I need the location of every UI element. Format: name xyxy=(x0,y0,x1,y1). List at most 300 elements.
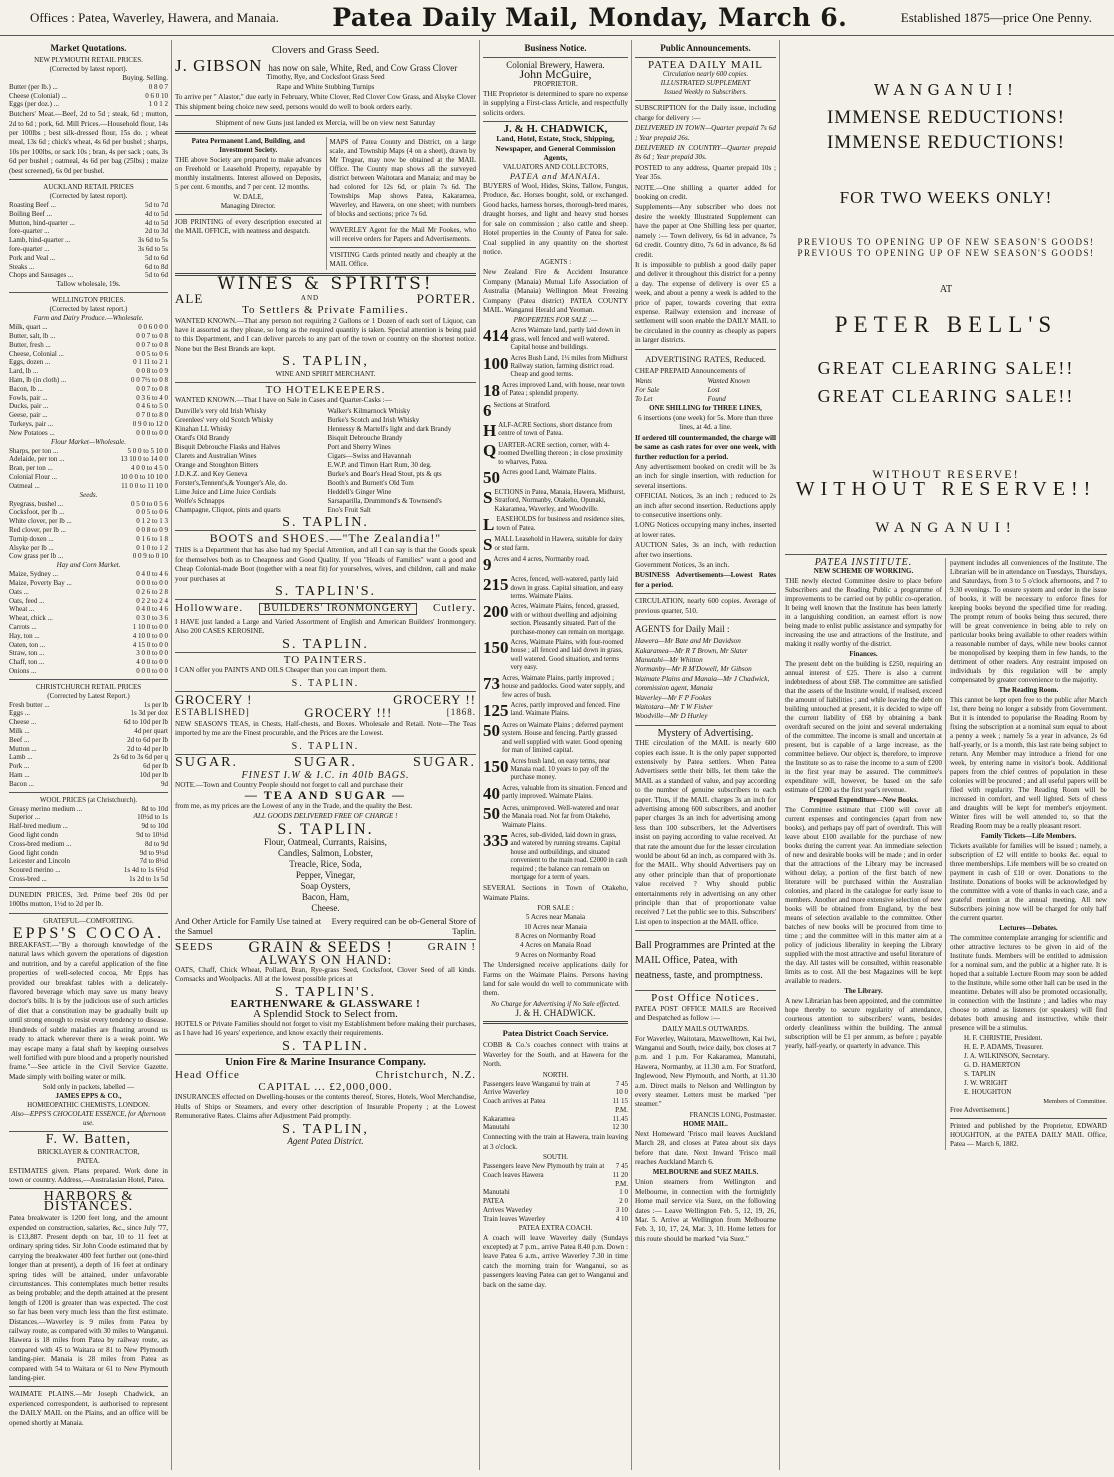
free-adv: Free Advertisement.] xyxy=(950,1105,1010,1114)
price-row: Oats ... 0 2 6 to 2 8 xyxy=(9,587,168,596)
price-row: Sharps, per ton ... 5 0 0 to 5 10 0 xyxy=(9,446,168,455)
painters-heading: TO PAINTERS. xyxy=(283,653,368,666)
property-item xyxy=(483,785,628,803)
circ: Circulation nearly 600 copies. xyxy=(662,70,749,79)
price-row: Pork and Veal ... 5d to 6d xyxy=(9,253,168,262)
property-number: 40 xyxy=(483,783,500,803)
grocery-item: Flour, Oatmeal, Currants, Raisins, xyxy=(264,837,387,848)
price-row: Milk ... 4d per quart xyxy=(9,727,168,736)
price-row: fore-quarter ... 3s 6d to 5s xyxy=(9,245,168,254)
property-desc: ALF-ACRE Sections, short distance from centre of town of Patea. xyxy=(498,421,613,438)
price-row: Leicester and Lincoln 7d to 8½d xyxy=(9,857,168,866)
price-row: Chops and Sausages ... 5d to 6d xyxy=(9,271,168,280)
agent-item: Kakaramea—Mr R T Brown, Mr Slater xyxy=(635,646,748,655)
property-item xyxy=(483,603,628,637)
divider xyxy=(9,1386,168,1387)
ironmongery-row: Hollowware. BUILDERS' IRONMONGERY Cutlery. xyxy=(175,602,476,615)
divider xyxy=(175,599,476,600)
property-item xyxy=(483,327,628,352)
liquor-item: E.W.P. and Timon Hart Rum, 30 deg. xyxy=(327,460,432,469)
gibson-lines xyxy=(175,73,476,92)
farm-heading: Farm and Dairy Produce.—Wholesale. xyxy=(33,314,144,323)
established-line: Established 1875—price One Penny. xyxy=(900,9,1092,25)
property-item xyxy=(483,576,628,601)
price-row: Passengers leave Wanganui by train at 7 45 xyxy=(483,1079,628,1088)
dunedin: DUNEDIN PRICES, 3rd. Prime beef 20s 0d per 100lbs mutton, 1½d to 2d per lb. xyxy=(9,890,168,909)
property-number: 200 xyxy=(483,602,509,622)
column-5 xyxy=(782,40,1110,1470)
taplin-name: S. TAPLIN, xyxy=(282,1121,369,1137)
divider xyxy=(635,619,776,620)
grain-row: SEEDS GRAIN & SEEDS ! GRAIN ! xyxy=(175,939,476,957)
property-item xyxy=(483,489,628,514)
coach-rows xyxy=(483,1080,628,1133)
flour-list xyxy=(175,837,476,914)
property-item xyxy=(483,516,628,534)
divider xyxy=(175,131,476,134)
grocery-item: Bacon, Ham, xyxy=(301,892,350,903)
forsale-item: 4 Acres on Manaia Road xyxy=(519,941,592,950)
property-item xyxy=(483,355,628,380)
hay-heading: Hay and Corn Market. xyxy=(56,561,121,570)
official: OFFICIAL Notices, 3s an inch ; reduced to 2s an inch after second insertion. Reductions apply to consecutive insertions only. xyxy=(635,492,776,520)
property-number: 50 xyxy=(483,803,500,823)
note-text: NOTE.—Town and Country People should not forget to call and purchase their xyxy=(175,781,404,790)
property-number: 9 xyxy=(483,555,492,575)
market-heading: Market Quotations. xyxy=(50,43,127,53)
pdm-title: PATEA DAILY MAIL xyxy=(648,59,763,71)
price-row: Fowls, pair ... 0 3 6 to 4 0 xyxy=(9,393,168,402)
liquor-item: Bisquit Debrouche Brandy xyxy=(327,433,403,442)
property-item xyxy=(483,442,628,467)
post-text: PATEA POST OFFICE MAILS are Received and Despatched as follow :— xyxy=(635,1004,776,1023)
imposs-text: It is impossible to publish a good daily paper and deliver it throughout this district for a penny a day. The expense of delivery is over £5 a week, and about a penny a week is added to the price of paper, towards covering that extra expense. Railway extension and increase of settlement will soon enable the DAILY MAIL to be circulated in the country as cheaply as papers in larger districts. xyxy=(635,260,776,345)
capital: CAPITAL ... £2,000,000. xyxy=(258,1080,393,1093)
committee-member: J. W. WRIGHT xyxy=(964,1078,1008,1087)
price-row: Alsyke per lb ... 0 1 0 to 1 2 xyxy=(9,543,168,552)
shilling: ONE SHILLING for THREE LINES, xyxy=(649,403,762,412)
np-sub: (Corrected by latest report). xyxy=(49,65,128,73)
price-row: Train leaves Waverley 4 10 xyxy=(483,1214,628,1223)
liquor-item: Lime Juice and Lime Juice Cordials xyxy=(175,487,276,496)
brewery-text: THE Proprietor is determined to spare no expense in supplying a First-class Article, and respectfully solicits orders. xyxy=(483,89,628,117)
grocery-item: Cheese. xyxy=(311,903,340,914)
price-row: Good light condn 9d to 9½d xyxy=(9,848,168,857)
batten-sub: BRICKLAYER & CONTRACTOR, xyxy=(37,1147,140,1156)
suez-heading: MELBOURNE and SUEZ MAILS. xyxy=(652,1168,759,1177)
divider xyxy=(635,990,776,991)
divider xyxy=(330,247,477,248)
newspaper-title: Patea Daily Mail, Monday, March 6. xyxy=(332,3,848,32)
printed-by: Printed and published by the Proprietor, EDWARD HOUGHTON, at the PATEA DAILY MAIL Office, Patea — March 6, 1882. xyxy=(950,1121,1107,1148)
several-sections: SEVERAL Sections in Town of Otakeho, Waimate Plains. xyxy=(483,884,628,902)
iron-text: I HAVE just landed a Large and Varied Assortment of English and American Builders' Ironmongery. Also 200 CASES KEROSINE. xyxy=(175,617,476,636)
property-item xyxy=(483,722,628,756)
price-row: Eggs ... 1s 3d per doz xyxy=(9,709,168,718)
agent-patea: Agent Patea District. xyxy=(287,1135,364,1146)
price-row: Ducks, pair ... 0 4 6 to 5 0 xyxy=(9,402,168,411)
epps-sold: Sold only in packets, labelled — xyxy=(42,1083,135,1092)
institute-heading: PATEA INSTITUTE. xyxy=(814,556,913,568)
column-4 xyxy=(632,40,780,1470)
property-desc: Acres improved Land, with house, near town of Patea ; splendid property. xyxy=(502,381,625,398)
price-row: Chaff, ton ... 4 0 0 to 0 0 xyxy=(9,658,168,667)
property-desc: Acres bush land, on easy terms, near Manaia road. 10 years to pay off the purchase money. xyxy=(510,757,611,782)
undersigned: The Undersigned receive applications daily for Farms on the Waimate Plains. Persons having land for sale would do well to communicate with them. xyxy=(483,961,628,998)
settlers-line: To Settlers & Private Families. xyxy=(242,304,409,317)
taplins-name: S. TAPLIN'S. xyxy=(275,583,376,599)
np-text: Butchers' Meat.—Beef, 2d to 5d ; steak, 6d ; mutton, 2d to 6d ; pork, 6d. Mill Prices.—Household flour, 14s per 100lbs ; best silk-dressed flour, 15s do. ; wheat meal, 13s 6d ; chick's wheat, 4s 6d per bushel ; sharps, 10s per 100lbs, or sack 10s ; bran, 4s per sack ; oats, 3s 6d per bushel ; oatmeal, 4s 6d per bag (25lbs) ; maize (best screened), 6s 0d per bushel. xyxy=(9,110,168,175)
divider xyxy=(785,554,1107,555)
ball-programmes: Ball Programmes are Printed at the MAIL Office, Patea, with neatness, taste, and promptness. xyxy=(635,940,776,982)
liquor-item: Dunville's very old Irish Whisky xyxy=(175,406,267,415)
post2-text: For Waverley, Waitotara, Maxwelltown, Kai Iwi, Wanganui and South, twice daily, box closes at 7 p.m. and 1 p.m. For Kakaramea, Manutahi, Hawera, Normanby, at 11.30 a.m. For Stratford, Inglewood, New Plymouth, and North, at 11.30 a.m. Direct mails to Nelson and Wellington by every steamer. Letters must be marked "per steamer." xyxy=(635,1034,776,1109)
price-row: Milk, quart ... 0 0 6 0 0 0 xyxy=(9,323,168,332)
clovers-heading: Clovers and Grass Seed. xyxy=(271,44,380,56)
tea-sugar: — TEA AND SUGAR — xyxy=(244,788,407,803)
liquor-item: Orange and Stoughton Bitters xyxy=(175,460,259,469)
lectures-text: The committee contemplate arranging for scientific and other attractive lectures to be given in aid of the Institute funds. Members will be entitled to admission for a nominal sum, and the public at a higher rate. It is hoped that a suitable Lecture Room may soon be added to the Institute, while some other hall can be used in the meantime. Debates will also be promoted occasionally, in connection with the Institute ; and ladies who may choose to attend as listeners (or speakers) will find debates both amusing and instructive, while their presence will be a stimulus. xyxy=(950,933,1107,1032)
divider xyxy=(9,179,168,180)
maps-text: MAPS of Patea County and District, on a large scale, and Township Maps (4 on a sheet), drawn by Mr Tregear, may now be obtained at the MAIL Office. The County map shows all the surveyed district between Waitotara and Manaia; and may be had colored for 12s 6d, or plain 7s 6d. The Townships Map shows Patea, Kakaramea, Waverley, and Hawera, on one sheet; with numbers of blocks and sections; price 7s 6d. xyxy=(329,138,476,219)
price-row: Eggs, dozen ... 0 1 11 to 2 1 xyxy=(9,358,168,367)
divider xyxy=(330,222,477,223)
liquor-item: Port and Sherry Wines xyxy=(327,442,391,451)
properties-heading: PROPERTIES FOR SALE :— xyxy=(513,316,598,325)
property-item xyxy=(483,758,628,783)
great-clearing-1: GREAT CLEARING SALE!! xyxy=(817,357,1075,378)
price-row: Lamb, hind-quarter ... 3s 6d to 5s xyxy=(9,236,168,245)
property-desc: Acres Waimate land, partly laid down in grass, well fenced and well watered. Capital house and buildings. xyxy=(510,327,621,352)
property-desc: Acres, valuable from its situation. Fenced and partly improved. Waimate Plains. xyxy=(502,784,627,801)
members-of: Members of Committee. xyxy=(1043,1097,1107,1105)
price-row: Fresh butter ... 1s per lb xyxy=(9,700,168,709)
suez-text: Union steamers from Wellington and Melbourne, in connection with the fortnightly Home mail service via Suez, on the following dates :— Leave Wellington Feb. 5, 12, 19, 26, Mar. 5. Arrive at Wellington from Melbourne Feb. 3, 10, 17, 24, Mar. 3, 10. Home letters for this route should be marked "via Suez." xyxy=(635,1178,776,1243)
forsale-item: 9 Acres on Normanby Road xyxy=(515,950,596,959)
liquor-item: Cigars—Swiss and Havannah xyxy=(327,451,412,460)
grateful: GRATEFUL—COMFORTING. xyxy=(43,916,134,925)
price-row: Butter (per lb.) ... 0 8 0 7 xyxy=(9,82,168,91)
taplin-name: S. TAPLIN. xyxy=(291,677,360,689)
chch-heading: CHRISTCHURCH RETAIL PRICES xyxy=(35,682,142,691)
mystery-text: THE circulation of the MAIL is nearly 600 copies each issue. It is the only paper supported extensively by Patea settlers. When Patea Advertisers settle their bills, let them take the MAIL as a standard of value, and pay according to the number of genuine subscribers to each paper. Thus, if the MAIL charges 3s an inch for advertising among 600 subscribers, and another paper charges 3s an inch for advertising among less than 100 subscribers, let the Advertisers insist on paying according to value received. At that rate the amount due for the lesser circulation would be about 6d an inch, as compared with 3s. for the MAIL. Why should Advertisers pay on any other principle than that of proportionate value received ? Why should public entertainments rely in advertising on any other principle than that of proportionate value received ? Let the public see to this. Subscribers' List open to inspection at the MAIL office. xyxy=(635,739,776,926)
property-item xyxy=(483,556,628,574)
home-heading: HOME MAIL. xyxy=(683,1119,728,1128)
connecting: Connecting with the train at Hawera, train leaving at 3 o'clock. xyxy=(483,1133,628,1151)
wool-rows xyxy=(9,805,168,884)
property-number: 73 xyxy=(483,673,500,693)
price-row: Good light condn 9d to 10½d xyxy=(9,831,168,840)
south: SOUTH. xyxy=(542,1153,569,1162)
splendid-stock: A Splendid Stock to Select from. xyxy=(253,1007,398,1020)
epps-title: EPPS'S COCOA. xyxy=(12,924,165,942)
previous-2: PREVIOUS TO OPENING UP OF NEW SEASON'S GOODS! xyxy=(797,247,1095,258)
property-number: S xyxy=(483,488,493,507)
committee-member: S. TAPLIN xyxy=(964,1069,996,1078)
np-cols: Buying. Selling. xyxy=(122,74,168,82)
price-row: Cheese, Colonial ... 0 0 5 to 0 6 xyxy=(9,349,168,358)
price-row: Cheese (Colonial) ... 0 6 0 10 xyxy=(9,91,168,100)
price-row: Bacon, lb ... 0 0 7 to 0 8 xyxy=(9,384,168,393)
price-row: Bran, per ton ... 4 0 0 to 4 5 0 xyxy=(9,464,168,473)
forsale-list xyxy=(483,913,628,960)
price-row: Cross-bred medium ... 8d to 9d xyxy=(9,839,168,848)
property-item xyxy=(483,536,628,554)
society-sig2: Managing Director. xyxy=(220,202,276,211)
divider xyxy=(9,792,168,793)
property-number: 125 xyxy=(483,700,509,720)
property-number: 100 xyxy=(483,353,509,373)
cheap-left xyxy=(635,377,704,404)
property-desc: Acres good Land, Waimate Plains. xyxy=(502,469,597,476)
gibson-line: Timothy, Rye, and Cocksfoot Grass Seed xyxy=(266,73,385,82)
property-desc: Acres on Waimate Plains ; deferred payment system. House and fencing. Partly grassed and well supplied with water. Good opening for man of limited capital. xyxy=(502,721,624,755)
ale-porter-row: ALE AND PORTER. xyxy=(175,290,476,306)
np-heading: NEW PLYMOUTH RETAIL PRICES. xyxy=(34,56,143,64)
buyers-text: BUYERS of Wool, Hides, Skins, Tallow, Fungus, Produce, &c. Horses bought, sold, or exchanged. Good hacks, harness horses, thorough-bred mares, draught horses, and light and heavy stud horses for sale on commission ; also cattle and sheep. Hotel properties in the County of Patea for sale. Coal supplied in any quantity on the shortest notice. xyxy=(483,182,628,256)
wanted-known-1: WANTED KNOWN.—That any person not requiring 2 Gallons or 1 Dozen of each sort of Liquor, can have it assorted as they please, so long as the required quantity is taken. Special attention is being paid to this Department, and I can deliver parcels to any part of the town or country on the shortest notice. None but the Best Brands are kept. xyxy=(175,316,476,353)
agent-item: Manutahi—Mr Whitton xyxy=(635,655,703,664)
wanted-known-2: WANTED KNOWN.—That I have on Sale in Cases and Quarter-Casks :— xyxy=(175,396,392,405)
property-number: 150 xyxy=(483,638,509,658)
inst-text: THE newly elected Committee desire to place before Subscribers and the Reading Public a programme of improvements to be carried out by public co-operation. It being well known that the Institute has been latterly in a languishing condition, an earnest effort is now being made to enlist public assistance and sympathy for increasing the use and attractions of the Institute, and making it really worthy of the district. xyxy=(785,576,942,648)
divider xyxy=(9,913,168,914)
price-row: Ham, lb (in cloth) ... 0 0 7½ to 0 8 xyxy=(9,375,168,384)
business-adv: BUSINESS Advertisements—Lowest Rates for a period. xyxy=(635,571,776,589)
grocery-item: Pepper, Vinegar, xyxy=(295,870,356,881)
coach-heading: Patea District Coach Service. xyxy=(502,1028,609,1039)
price-row: Cocksfoot, per lb ... 0 0 5 to 0 6 xyxy=(9,508,168,517)
ordered: If ordered till countermanded, the charge will be same as cash rates for over one week, with further reduction for a period. xyxy=(635,433,776,461)
price-row: Steaks ... 6d to 8d xyxy=(9,262,168,271)
liquor-item: Wolfe's Schnapps xyxy=(175,496,225,505)
divider xyxy=(175,214,322,215)
immense-2: IMMENSE REDUCTIONS! xyxy=(826,132,1066,154)
home-text: Next Homeward 'Frisco mail leaves Auckland March 28, and closes at Patea about six days before that date. Next Inward 'Frisco mail reaches Auckland March 6. xyxy=(635,1129,776,1166)
chadwick-sig: J. & H. CHADWICK. xyxy=(515,1007,596,1018)
liquor-list-right xyxy=(328,407,477,515)
prices-text: from me, as my prices are the Lowest of any in the Trade, and the quality the Best. xyxy=(175,801,413,810)
price-row: Manutahi 1 0 xyxy=(483,1188,628,1197)
property-number: 335 xyxy=(483,830,509,850)
committee-list xyxy=(950,1034,1107,1097)
right-text-1: payment includes all conveniences of the Institute. The Librarian will be in attendance on Tuesdays, Thursdays, and Saturdays, from 3 to 5 o'clock afternoons, and 7 to 9.30 evenings. To ensure system and order in the issue of books, it will be necessary to enforce fines for keeping books beyond the specified time for reading. The prompt return of books being thus secured, there will be great convenience in being able to rely on particular books being available to other readers within a reasonable number of days, while new books cannot be monopolised by keeping them in few hands, to the detriment of other readers. Any restraint imposed on individuals by this regulation will be amply compensated by greater convenience to the majority. xyxy=(950,558,1107,684)
teas-text: NEW SEASON'S TEAS, in Chests, Half-chests, and Boxes. Wholesale and Retail. Note—The Teas imported by me are the Finest procurable, and the Prices are the Lowest. xyxy=(175,720,476,738)
chadwick: J. & H. CHADWICK, xyxy=(503,123,608,136)
cheap-item: Wants xyxy=(635,376,652,385)
property-desc: ECTIONS in Patea, Manaia, Hawera, Midhurst, Stratford, Normanby, Otakeho, Opunaki, Kakaramea, Waverley, and Woodville. xyxy=(494,489,625,513)
property-item xyxy=(483,469,628,487)
flour-heading: Flour Market—Wholesale. xyxy=(50,437,127,446)
batten-text: ESTIMATES given. Plans prepared. Work done in town or country. Address,—Australasian Hotel, Patea. xyxy=(9,1166,168,1184)
well-heading: WELLINGTON PRICES. xyxy=(51,296,126,305)
taplin-name: S. TAPLIN. xyxy=(282,514,369,530)
price-row: Coach leaves Hawera 11 20 xyxy=(483,1170,628,1179)
price-row: Oaten, ton ... 4 15 0 to 0 0 xyxy=(9,640,168,649)
anyadv: Any advertisement booked on credit will be 3s an inch for single insertion, with reduction for several insertions. xyxy=(635,463,776,490)
property-number: S xyxy=(483,535,493,555)
batten-name: F. W. Batten, xyxy=(45,1132,132,1148)
adv-heading: ADVERTISING RATES, Reduced. xyxy=(645,353,766,364)
reading-text: This cannot be kept open free to the public after March 1st, there being no longer a subsidy from Government. But it is intended to popularise the Reading Room by fixing the subscription at a nominal sum equal to about a penny a week ; namely 5s a year in advance, 2s 6d half-yearly, or 1s a month, this last rate being subject to return. Any Member may introduce a friend for one week, by entering name in visitor's book. Additional papers from the chief centres of population in these colonies will be procured ; and all useful papers will be filed with regularity. The Reading Room will be increased in comfort, and well lighted. Sets of chess and draughts will be kept for member's enjoyment. Winter fires will be well attended to, so that the Reading Room may be a really pleasant resort. xyxy=(950,695,1107,830)
taplin-name: S. TAPLIN. xyxy=(282,636,369,652)
price-row: P.M. xyxy=(615,1179,628,1188)
epps-text: BREAKFAST.—"By a thorough knowledge of the natural laws which govern the operations of digestion and nutrition, and by a careful application of the fine properties of well-selected cocoa, Mr Epps has provided our breakfast tables with a delicately-flavored beverage which may save us many heavy doctor's bills. It is by the judicious use of such articles of diet that a constitution may be gradually built up until strong enough to resist every tendency to disease. Hundreds of subtle maladies are floating around us ready to attack wherever there is a weak point. We may escape many a fatal shaft by keeping ourselves well fortified with pure blood and a properly nourished frame."—See article in the Civil Service Gazette. Made simply with boiling water or milk. xyxy=(9,941,168,1081)
price-row: Roasting Beef ... 5d to 7d xyxy=(9,201,168,210)
for-two-weeks: FOR TWO WEEKS ONLY! xyxy=(839,188,1053,208)
divider xyxy=(635,349,776,350)
property-desc: Acres, Waimate Plains, with four-roomed house ; all fenced and laid down in grass, well watered. Good situation, and terms very easy. xyxy=(510,639,624,672)
gibson-text: has now on sale, White, Red, and Cow Grass Clover xyxy=(268,63,458,73)
library-text: A new Librarian has been appointed, and the committee hope thereby to secure regularity of attendance, courteous attention to subscribers' wants, besides orderly cleanliness within the building. The annual subscription will be £1 per annum, as before ; payable yearly, half-yearly, or quarterly in advance. This xyxy=(785,996,942,1050)
property-item xyxy=(483,422,628,440)
price-row: Butter, salt, lb ... 0 0 7 to 0 8 xyxy=(9,332,168,340)
price-row: Kakaramea 11.45 xyxy=(483,1114,628,1123)
without-reserve-2: WITHOUT RESERVE!! xyxy=(795,478,1097,501)
hotelkeepers-heading: TO HOTELKEEPERS. xyxy=(265,383,386,396)
price-row: P.M. xyxy=(615,1105,628,1114)
mcguire: John McGuire, xyxy=(519,67,592,82)
property-number: Q xyxy=(483,440,497,460)
sugar-row: SUGAR. SUGAR. SUGAR. xyxy=(175,755,476,771)
property-desc: Acres, sub-divided, laid down in grass, and watered by running streams. Capital house and outbuildings, and situated convenient to the main road. £2000 in cash required ; the balance can remain on mortgage for a term of years. xyxy=(510,831,628,881)
agent-item: Waitotara—Mr T W Fisher xyxy=(635,702,713,711)
every-required: Every required can be ob-General Store of Taplin. xyxy=(331,916,476,937)
property-item xyxy=(483,805,628,830)
liquor-item: Eno's Fruit Salt xyxy=(327,505,371,514)
column-3 xyxy=(480,40,632,1470)
price-row: Carrots ... 1 10 0 to 0 0 xyxy=(9,622,168,631)
head-office-row: Head Office Christchurch, N.Z. xyxy=(175,1068,476,1081)
places: PATEA and MANAIA. xyxy=(509,170,602,181)
proposed-text: The Committee estimate that £100 will cover all current expenses and contingencies (apart from new books), and perhaps pay off part of overdraft. This will leave about £100 available for the purchase of new books during the current year. An immediate selection of new and desirable books will be made ; and in order that the attractions of the Library may be increased without delay, a portion of the first batch of new literature will be purchased within the Australian colonies, and placed in the catalogue for early issue to members. Another and more extensive selection of new books will be obtained from England, by the best means of selection available to the committee. Other batches of new books will be procured from time to time ; and the committee will in this matter aim at a policy of judicious liberality in keeping the Library supplied with the most attractive and useful literature of the day. All tastes will be consulted, within reasonable limits as to cost. All the best Magazines will be kept available to readers. xyxy=(785,805,942,985)
cheap-right xyxy=(708,377,777,404)
taplin-name: S. TAPLIN, xyxy=(282,354,369,370)
divider xyxy=(175,652,476,653)
north: NORTH. xyxy=(542,1070,569,1079)
price-row: Ham ... 10d per lb xyxy=(9,771,168,780)
price-row: PATEA 2 0 xyxy=(483,1197,628,1206)
price-row: Pork ... 6d per lb xyxy=(9,762,168,771)
insure-text: INSURANCES effected on Dwelling-houses or the contents thereof, Stores, Hotels, Wool Merchandise, Hulls of Ships or Steamers, and every other description of Insurable Property ; at the Lowest Remunerative Rates. Claims after Adjustment Paid promptly. xyxy=(175,1093,476,1121)
taplin-name: S. TAPLIN. xyxy=(277,820,374,838)
price-row: Boiling Beef ... 4d to 5d xyxy=(9,209,168,218)
post-heading: Post Office Notices. xyxy=(651,992,760,1005)
epps-also: Also—EPPS'S CHOCOLATE ESSENCE, for Afternoon use. xyxy=(11,1110,166,1128)
grocery-item: Soap Oysters, xyxy=(300,881,351,892)
property-number: 6 xyxy=(483,400,492,420)
property-item xyxy=(483,832,628,882)
price-row: Bacon ... 9d xyxy=(9,779,168,788)
agents-heading: AGENTS for Daily Mail : xyxy=(635,624,730,635)
extra-heading: PATEA EXTRA COACH. xyxy=(518,1223,593,1232)
price-row: Adelaide, per ton ... 13 10 0 to 14 0 0 xyxy=(9,455,168,464)
outward: DAILY MAILS OUTWARDS. xyxy=(662,1024,749,1033)
and-other: And Other Article for Family Use tained at the Samuel xyxy=(175,916,322,937)
liquor-item: Walker's Kilmarnock Whisky xyxy=(327,406,411,415)
harbors-text: Patea breakwater is 1200 feet long, and the amount expended on construction, salaries, &c., since July '77, is £13,887. Present depth on bar, 10 to 11 feet at ordinary spring tides. Sir John Coode estimated that by carrying the breakwater 400 feet further out (one-third longer than at present), a depth of 16 feet at ordinary spring tides will be attained, under unfavorable circumstances. This contemplates much better results as being probable; and the depth attained at the present length of 1200 is greater than was expected. The cost so far has been very much less than the first estimate. Distances.—Waverley is 9 miles from Patea by railway route, as compared with 30 miles to Wanganui. Hawera is 18 miles from Patea by railway route, as compared with 45 to Waitara or 81 to New Plymouth landing-pier. Manaia is 28 miles from Patea as compared with 54 to Waitara or 61 to New Plymouth landing-pier. xyxy=(9,1214,168,1383)
price-row: Straw, ton ... 3 0 0 to 0 0 xyxy=(9,649,168,658)
price-row: White clover, per lb ... 0 1 2 to 1 3 xyxy=(9,517,168,526)
committee-member: E. HOUGHTON xyxy=(964,1087,1012,1096)
agent-item: Hawera—Mr Bate and Mr Davidson xyxy=(635,637,741,646)
price-row: Wheat ... 0 4 0 to 4 6 xyxy=(9,605,168,614)
taplin-sub: WINE AND SPIRIT MERCHANT. xyxy=(275,369,376,378)
price-row: Wheat, chick ... 0 3 0 to 3 6 xyxy=(9,614,168,623)
postmaster: FRANCIS LONG, Postmaster. xyxy=(689,1110,776,1119)
price-row: Mutton, hind-quarter ... 4d to 5d xyxy=(9,218,168,227)
auck-rows xyxy=(9,201,168,280)
price-row: Half-bred medium ... 9d to 10d xyxy=(9,822,168,831)
divider xyxy=(9,887,168,888)
divider xyxy=(9,292,168,293)
cheap-item: Lost xyxy=(707,385,720,394)
previous-1: PREVIOUS TO OPENING UP OF NEW SEASON'S GOODS! xyxy=(797,236,1095,247)
circ2: CIRCULATION, nearly 600 copies. Average of previous quarter, 510. xyxy=(635,597,776,615)
column-1 xyxy=(6,40,172,1470)
proposed-heading: Proposed Expenditure—New Books. xyxy=(809,795,918,804)
property-item xyxy=(483,702,628,720)
price-row: Oatmeal ... 11 0 0 to 11 10 0 xyxy=(9,481,168,490)
forsale-item: 5 Acres near Manaia xyxy=(525,913,586,922)
price-row: Cross-bred ... 1s 2d to 1s 5d xyxy=(9,875,168,884)
family-text: Tickets available for families will be issued ; namely, a subscription of £2 will entitle to books &c. equal to three memberships. Life members will be so created on payment in cash of £10 or over. Donations to the Institute. Donations of books will be acknowledged by the committee with a vote of thanks in each case, and a grateful mention at the annual meeting. All new Subscribers joining now will be charged for only half the current quarter. xyxy=(950,841,1107,922)
property-number: L xyxy=(483,515,495,535)
finances-text: The present debt on the building is £250, requiring an annual interest of £25. There is also a current indebtedness of about £68. The committee are satisfied that the assets of the Institute would, if realised, exceed the amount of liabilities ; and while leaving the debt on building untouched at present, it is decided to wipe off the current liability of £68 by obtaining a bank overdraft secured on the joint and several undertaking of the committee. The income is small and uncertain at present, but is capable of a large increase, as the committee believe. Our object is, therefore, to improve the Institute so as to raise the income to a sum of £200 in the first year may be assured. The committee's expenditure will, however, be based on the safe estimate of £200 as the first year's revenue. xyxy=(785,659,942,794)
reading-heading: The Reading Room. xyxy=(998,685,1059,694)
hotels-text: HOTELS or Private Families should not forget to visit my Establishment before making their purchases, as I have had 16 years' experience, and know exactly their requirements. xyxy=(175,1019,476,1038)
divider xyxy=(635,100,776,101)
peter-bell: PETER BELL'S xyxy=(834,312,1058,338)
batten-place: PATEA. xyxy=(77,1156,100,1165)
agents-text: New Zealand Fire & Accident Insurance Company (Manaia) Mutual Life Association of Australia (Manaia) Wellington Meat Freezing Company (Patea district) PATEA COUNTY MAIL. Wanganui Herald and Yeoman. xyxy=(483,268,628,314)
guns-notice: Shipment of new Guns just landed ex Mercia, will be on view next Saturday xyxy=(215,119,436,128)
earthenware: EARTHENWARE & GLASSWARE ! xyxy=(230,998,421,1011)
forsale-heading: FOR SALE : xyxy=(537,904,574,913)
supp-text: Supplements—Any subscriber who does not desire the weekly Illustrated Supplement can have the paper at One Shilling less per quarter, namely :— Town delivery, 6s 6d in advance, 7s 6d credit. Country ditto, 7s 6d in advance, 8s 6d credit. xyxy=(635,203,776,259)
auck-sub: (Corrected by latest report). xyxy=(49,192,128,201)
property-desc: Sections at Stratford. xyxy=(493,401,551,409)
agent-item: Waverley—Mr F P Fookes xyxy=(635,693,712,702)
liquor-item: Forster's,Tennent's,& Younger's Ale, do. xyxy=(175,478,288,487)
property-number: 215 xyxy=(483,575,509,595)
job-printing: JOB PRINTING of every description executed at the MAIL OFFICE, with neatness and despatch. xyxy=(175,218,322,236)
liquor-item: Burke's Scotch and Irish Whisky xyxy=(327,415,420,424)
liquor-item: Heddell's Ginger Wine xyxy=(327,487,392,496)
divider xyxy=(635,593,776,594)
price-row: Lamb ... 2s 6d to 3s 6d per q xyxy=(9,753,168,762)
new-scheme: NEW SCHEME OF WORKING. xyxy=(813,566,914,575)
mystery-heading: Mystery of Advertising. xyxy=(657,727,754,739)
gibson-line: Rape and White Stubbing Turnips xyxy=(276,82,375,91)
chadwick-sub: Land, Hotel, Estate, Stock, Shipping, Newspaper, and General Commission Agents, xyxy=(495,134,616,163)
property-number: 18 xyxy=(483,380,500,400)
credit-note: NOTE.—One shilling a quarter added for booking on credit. xyxy=(635,183,776,202)
price-row: Cheese ... 6d to 10d per lb xyxy=(9,718,168,727)
divider xyxy=(635,930,776,931)
price-row: Maize, Sydney ... 0 4 0 to 4 6 xyxy=(9,570,168,579)
waverley-agent: WAVERLEY Agent for the Mail Mr Fookes, who will receive orders for Papers and Advertisements. xyxy=(329,226,476,244)
divider xyxy=(483,1021,628,1024)
forsale-item: 8 Acres on Normanby Road xyxy=(515,932,596,941)
waimate-notice: WAIMATE PLAINS.—Mr Joseph Chadwick, an experienced correspondent, is authorised to represent the DAILY MAIL on the Plains, and an office will be opened shortly at Manaia. xyxy=(9,1390,168,1427)
family-heading: Family Tickets—Life Members. xyxy=(980,831,1077,840)
govt: Government Notices, 3s an inch. xyxy=(635,561,730,570)
property-desc: EASEHOLDS for business and residence sites, town of Patea. xyxy=(496,516,625,532)
committee-member: J. A. WILKINSON, Secretary. xyxy=(964,1051,1050,1060)
south-rows xyxy=(483,1162,628,1224)
epps-firm: JAMES EPPS & CO., xyxy=(55,1092,122,1101)
